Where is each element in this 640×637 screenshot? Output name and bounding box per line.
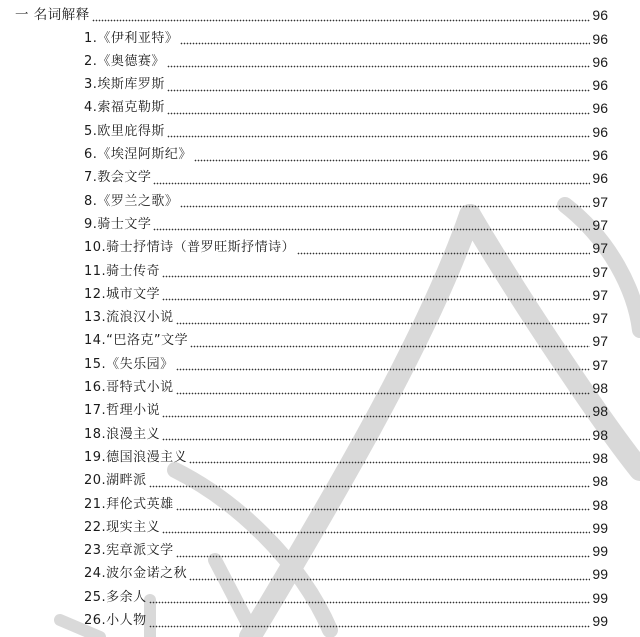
toc-leader-dots	[92, 18, 591, 22]
toc-entry-label: 6.《埃涅阿斯纪》	[84, 147, 192, 163]
toc-page-number: 97	[592, 240, 608, 257]
toc-leader-dots	[167, 111, 591, 115]
toc-entry-row[interactable]	[0, 352, 640, 375]
toc-entry-row[interactable]	[0, 446, 640, 469]
toc-leader-dots	[176, 391, 591, 395]
toc-leader-dots	[297, 251, 590, 255]
toc-page-number: 99	[592, 566, 608, 583]
toc-entry-row[interactable]	[0, 329, 640, 352]
toc-entry-label: 4.索福克勒斯	[84, 100, 165, 116]
toc-entry-label: 17.哲理小说	[84, 403, 161, 419]
toc-entry-row[interactable]	[0, 609, 640, 632]
toc-entry-row[interactable]	[0, 143, 640, 166]
toc-entry-row[interactable]	[0, 26, 640, 49]
toc-page-number: 96	[592, 30, 608, 47]
toc-page-number: 98	[592, 496, 608, 513]
toc-entry-label: 5.欧里庇得斯	[84, 123, 165, 139]
toc-entry-row[interactable]	[0, 562, 640, 585]
toc-entry-row[interactable]	[0, 376, 640, 399]
toc-leader-dots	[153, 181, 590, 185]
toc-leader-dots	[149, 601, 591, 605]
toc-heading-label: 一 名词解释	[15, 7, 90, 24]
toc-entry-row[interactable]	[0, 189, 640, 212]
toc-page-number: 97	[592, 333, 608, 350]
toc-entry-label: 25.多余人	[84, 589, 147, 605]
toc-entry-label: 16.哥特式小说	[84, 380, 174, 396]
toc-page-number: 96	[592, 100, 608, 117]
toc-leader-dots	[176, 368, 591, 372]
toc-entry-label: 2.《奥德赛》	[84, 53, 165, 69]
toc-leader-dots	[180, 205, 590, 209]
toc-leader-dots	[162, 298, 590, 302]
toc-entry-row[interactable]	[0, 283, 640, 306]
table-of-contents	[0, 3, 640, 632]
toc-entry-row[interactable]	[0, 469, 640, 492]
toc-entry-row[interactable]	[0, 236, 640, 259]
toc-leader-dots	[190, 344, 590, 348]
toc-page-number: 99	[592, 519, 608, 536]
toc-leader-dots	[176, 508, 591, 512]
toc-leader-dots	[162, 438, 590, 442]
toc-heading-row[interactable]	[0, 3, 640, 26]
toc-page-number: 97	[592, 216, 608, 233]
toc-page-number: 97	[592, 263, 608, 280]
toc-entry-row[interactable]	[0, 399, 640, 422]
toc-page-number: 99	[592, 589, 608, 606]
toc-page-number: 97	[592, 193, 608, 210]
toc-page-number: 96	[592, 123, 608, 140]
toc-entry-label: 19.德国浪漫主义	[84, 449, 188, 465]
toc-entry-label: 9.骑士文学	[84, 216, 152, 232]
toc-leader-dots	[162, 414, 590, 418]
toc-entry-label: 14.“巴洛克”文学	[84, 333, 189, 349]
toc-entry-row[interactable]	[0, 73, 640, 96]
toc-page-number: 97	[592, 286, 608, 303]
toc-entry-row[interactable]	[0, 96, 640, 119]
toc-page-number: 96	[592, 170, 608, 187]
toc-page-number: 99	[592, 613, 608, 630]
toc-leader-dots	[189, 461, 590, 465]
toc-page-number: 96	[592, 147, 608, 164]
toc-leader-dots	[149, 484, 591, 488]
toc-leader-dots	[180, 42, 590, 46]
toc-entry-row[interactable]	[0, 166, 640, 189]
toc-entry-label: 3.埃斯库罗斯	[84, 77, 165, 93]
toc-leader-dots	[189, 577, 590, 581]
toc-entry-label: 15.《失乐园》	[84, 356, 174, 372]
toc-entry-label: 11.骑士传奇	[84, 263, 161, 279]
toc-entry-row[interactable]	[0, 516, 640, 539]
toc-leader-dots	[167, 135, 591, 139]
toc-page-number: 97	[592, 356, 608, 373]
toc-page-number: 97	[592, 310, 608, 327]
toc-leader-dots	[153, 228, 590, 232]
toc-entry-label: 26.小人物	[84, 613, 147, 629]
toc-entry-label: 12.城市文学	[84, 286, 161, 302]
toc-entry-row[interactable]	[0, 50, 640, 73]
toc-leader-dots	[162, 531, 590, 535]
toc-entry-row[interactable]	[0, 539, 640, 562]
toc-page-number: 98	[592, 403, 608, 420]
toc-entry-row[interactable]	[0, 213, 640, 236]
toc-entry-row[interactable]	[0, 306, 640, 329]
toc-entry-label: 23.宪章派文学	[84, 543, 174, 559]
toc-leader-dots	[167, 88, 591, 92]
toc-entry-label: 13.流浪汉小说	[84, 310, 174, 326]
toc-entry-row[interactable]	[0, 259, 640, 282]
toc-leader-dots	[167, 65, 591, 69]
toc-page-number: 99	[592, 543, 608, 560]
toc-entry-row[interactable]	[0, 585, 640, 608]
toc-entry-label: 20.湖畔派	[84, 473, 147, 489]
toc-page-number: 96	[592, 7, 608, 24]
toc-entry-label: 24.波尔金诺之秋	[84, 566, 188, 582]
toc-entry-label: 21.拜伦式英雄	[84, 496, 174, 512]
toc-entry-row[interactable]	[0, 422, 640, 445]
toc-leader-dots	[162, 275, 590, 279]
toc-entry-list	[0, 26, 640, 632]
toc-entry-label: 22.现实主义	[84, 519, 161, 535]
toc-leader-dots	[176, 554, 591, 558]
toc-entry-label: 8.《罗兰之歌》	[84, 193, 179, 209]
toc-page-number: 96	[592, 77, 608, 94]
toc-entry-label: 7.教会文学	[84, 170, 152, 186]
toc-leader-dots	[194, 158, 591, 162]
toc-entry-row[interactable]	[0, 492, 640, 515]
toc-entry-label: 18.浪漫主义	[84, 426, 161, 442]
toc-leader-dots	[149, 624, 591, 628]
toc-entry-label: 1.《伊利亚特》	[84, 30, 179, 46]
toc-page-number: 98	[592, 473, 608, 490]
toc-leader-dots	[176, 321, 591, 325]
toc-page-number: 98	[592, 380, 608, 397]
toc-page-number: 98	[592, 426, 608, 443]
toc-entry-row[interactable]	[0, 119, 640, 142]
toc-entry-label: 10.骑士抒情诗（普罗旺斯抒情诗）	[84, 240, 296, 256]
toc-page-number: 96	[592, 53, 608, 70]
toc-page-number: 98	[592, 449, 608, 466]
